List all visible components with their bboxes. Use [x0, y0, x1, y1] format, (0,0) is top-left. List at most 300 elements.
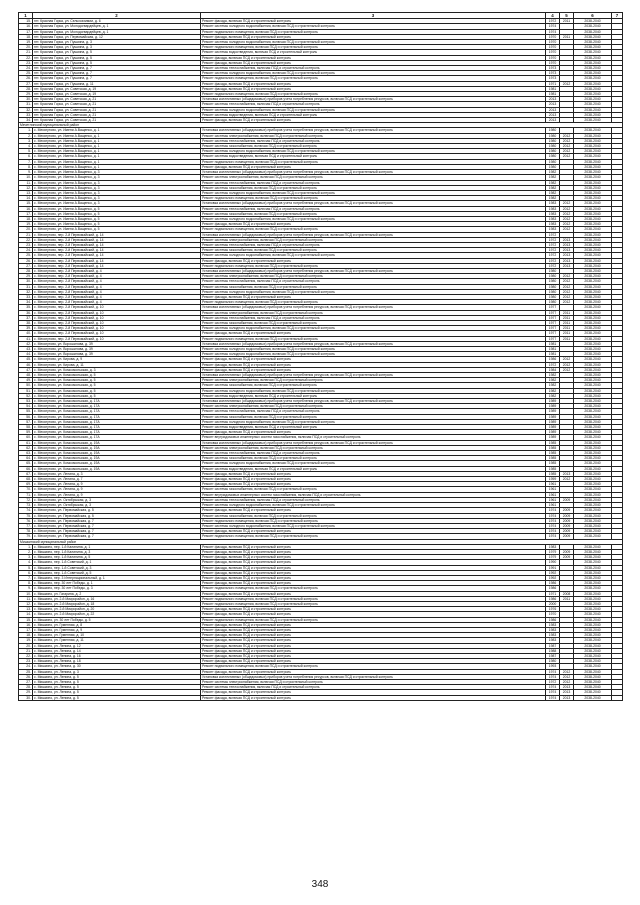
- table-cell: с. Месягутово, ул. Комсомольская, д. 5: [33, 393, 201, 398]
- table-cell: 2012: [560, 138, 574, 143]
- table-cell: 2012: [560, 216, 574, 221]
- table-cell: 2038-2040: [574, 201, 612, 206]
- table-cell: с. Мишкино, ул. Ленина, д. 18: [33, 659, 201, 664]
- table-cell: Ремонт фасада, включая ПСД и строительный контроль: [201, 508, 546, 513]
- table-cell: 9.: [19, 586, 33, 591]
- table-cell: с. Месягутово, ул. Имени А.Ващенко, д. 5: [33, 216, 201, 221]
- table-cell: 1.: [19, 544, 33, 549]
- table-cell: 26.: [19, 76, 33, 81]
- table-cell: 1980: [546, 159, 560, 164]
- table-cell: 24.: [19, 66, 33, 71]
- table-cell: с. Мишкино, пер. 1-й Советский, д. 3: [33, 565, 201, 570]
- table-cell: 2038-2040: [574, 414, 612, 419]
- table-cell: пгт. Красная Горка, ул. Первомайская, д. 12: [33, 34, 201, 39]
- table-cell: 1977: [546, 310, 560, 315]
- table-cell: 9.: [19, 170, 33, 175]
- table-cell: 2009: [560, 518, 574, 523]
- table-cell: 2011: [560, 19, 574, 24]
- table-cell: 25.: [19, 669, 33, 674]
- table-cell: с. Месягутово, ул. Комсомольская, д. 5: [33, 388, 201, 393]
- table-cell: с. Месягутово, ул. Комсомольская, д. 5: [33, 373, 201, 378]
- table-cell: Ремонт фасада, включая ПСД и строительный контроль: [201, 222, 546, 227]
- table-cell: Ремонт системы газоснабжения, включая ПСД и строительный контроль: [201, 383, 546, 388]
- table-cell: 2038-2040: [574, 653, 612, 658]
- table-cell: Ремонт фасада, включая ПСД и строительный контроль: [201, 357, 546, 362]
- table-cell: 2038-2040: [574, 695, 612, 700]
- table-cell: 2038-2040: [574, 320, 612, 325]
- table-cell: 65.: [19, 461, 33, 466]
- table-cell: 43.: [19, 347, 33, 352]
- table-cell: Ремонт системы газоснабжения, включая ПСД и строительный контроль: [201, 284, 546, 289]
- document-page: [18, 12, 622, 701]
- table-cell: Установка коллективных (общедомовых) приборов учета потребления ресурсов, включая ПСД и строительный контроль: [201, 128, 546, 133]
- table-cell: 1986: [546, 596, 560, 601]
- table-cell: Ремонт фасада, включая ПСД и строительный контроль: [201, 34, 546, 39]
- table-cell: 2011: [560, 336, 574, 341]
- table-cell: 2038-2040: [574, 575, 612, 580]
- table-cell: 1982: [546, 170, 560, 175]
- table-cell: 21.: [19, 232, 33, 237]
- table-cell: 2038-2040: [574, 258, 612, 263]
- capital-repair-table: [18, 12, 623, 701]
- table-cell: с. Месягутово, ул. Комсомольская, д. 17А: [33, 414, 201, 419]
- table-cell: 1989: [546, 414, 560, 419]
- table-cell: с. Месягутово, ул. Ворошилова, д. 39: [33, 347, 201, 352]
- table-cell: с. Месягутово, ул. Имени А.Ващенко, д. 1: [33, 154, 201, 159]
- table-cell: 2038-2040: [574, 482, 612, 487]
- table-cell: Ремонт системы газоснабжения, включая ПСД и строительный контроль: [201, 513, 546, 518]
- table-cell: 53.: [19, 399, 33, 404]
- table-cell: 2038-2040: [574, 393, 612, 398]
- table-cell: Ремонт внутридомовых инженерных систем газоснабжения, включая ПСД и строительный контроль: [201, 435, 546, 440]
- table-cell: 1974: [546, 523, 560, 528]
- table-cell: Ремонт подвального помещения, включая ПСД и строительный контроль: [201, 92, 546, 97]
- table-cell: 2009: [560, 523, 574, 528]
- table-cell: 1976: [546, 607, 560, 612]
- table-cell: 1961: [546, 492, 560, 497]
- table-cell: с. Мишкино, пер. 3 Интернациональный, д. 1: [33, 575, 201, 580]
- table-cell: Ремонт системы газоснабжения, включая ПСД и строительный контроль: [201, 456, 546, 461]
- table-cell: 1974: [546, 518, 560, 523]
- table-cell: Ремонт системы теплоснабжения, включая ПСД и строительный контроль: [201, 66, 546, 71]
- table-cell: Ремонт фасада, включая ПСД и строительный контроль: [201, 627, 546, 632]
- table-cell: Ремонт системы газоснабжения, включая ПСД и строительный контроль: [201, 320, 546, 325]
- table-cell: 28.: [19, 685, 33, 690]
- table-cell: с. Мишкино, ул. Ленина, д. 30: [33, 664, 201, 669]
- table-cell: 4.: [19, 560, 33, 565]
- table-cell: Ремонт фасада, включая ПСД и строительный контроль: [201, 60, 546, 65]
- table-cell: с. Месягутово, пер. 2-й Первомайский, д. 14: [33, 258, 201, 263]
- table-cell: 2009: [560, 513, 574, 518]
- table-cell: 20.: [19, 45, 33, 50]
- table-cell: 69.: [19, 482, 33, 487]
- table-cell: с. Месягутово, пер. 2-й Первомайский, д. 14: [33, 253, 201, 258]
- table-cell: 2038-2040: [574, 326, 612, 331]
- table-cell: 1980: [546, 268, 560, 273]
- table-cell: 19.: [19, 222, 33, 227]
- table-cell: 2012: [560, 294, 574, 299]
- table-cell: 2013: [560, 242, 574, 247]
- table-cell: 2038-2040: [574, 373, 612, 378]
- table-cell: 59.: [19, 430, 33, 435]
- table-cell: 2038-2040: [574, 227, 612, 232]
- table-cell: с. Месягутово, ул. Имени А.Ващенко, д. 3: [33, 196, 201, 201]
- table-cell: 72.: [19, 497, 33, 502]
- table-cell: Ремонт системы холодного водоснабжения, включая ПСД и строительный контроль: [201, 71, 546, 76]
- table-cell: Ремонт фасада, включая ПСД и строительный контроль: [201, 648, 546, 653]
- table-cell: пгт. Красная Горка, ул. Пушкина, д. 3: [33, 45, 201, 50]
- table-cell: 2038-2040: [574, 242, 612, 247]
- table-cell: 1988: [546, 648, 560, 653]
- table-cell: 1974: [546, 669, 560, 674]
- table-cell: с. Мишкино, пер. 1-й Советский, д. 5: [33, 570, 201, 575]
- table-cell: с. Месягутово, ул. Имени А.Ващенко, д. 3: [33, 175, 201, 180]
- table-cell: 2013: [560, 253, 574, 258]
- table-cell: 1985: [546, 456, 560, 461]
- table-cell: 46.: [19, 362, 33, 367]
- table-cell: 1982: [546, 378, 560, 383]
- table-cell: с. Месягутово, ул. Кирова, д. 11: [33, 362, 201, 367]
- table-cell: Ремонт подвального помещения, включая ПСД и строительный контроль: [201, 29, 546, 34]
- table-cell: 2012: [560, 357, 574, 362]
- table-cell: Ремонт фасада, включая ПСД и строительный контроль: [201, 669, 546, 674]
- table-cell: 1974: [546, 29, 560, 34]
- table-cell: 20.: [19, 227, 33, 232]
- table-cell: 2038-2040: [574, 669, 612, 674]
- table-cell: пгт. Красная Горка, ул. Пушкина, д. 11: [33, 81, 201, 86]
- table-cell: 1992: [546, 575, 560, 580]
- table-cell: 2012: [560, 284, 574, 289]
- table-cell: 1982: [546, 175, 560, 180]
- table-cell: с. Месягутово, ул. Имени А.Ващенко, д. 1: [33, 128, 201, 133]
- table-cell: 27.: [19, 680, 33, 685]
- table-cell: Ремонт системы холодного водоснабжения, включая ПСД и строительный контроль: [201, 190, 546, 195]
- table-cell: Установка коллективных (общедомовых) приборов учета потребления ресурсов, включая ПСД и строительный контроль: [201, 268, 546, 273]
- table-cell: 2038-2040: [574, 206, 612, 211]
- table-cell: 1979: [546, 555, 560, 560]
- table-cell: Ремонт системы водоотведения, включая ПСД и строительный контроль: [201, 112, 546, 117]
- table-cell: с. Мишкино, ул. Гагарина, д. 2: [33, 591, 201, 596]
- table-cell: с. Месягутово, пер. 2-й Первомайский, д. 10: [33, 310, 201, 315]
- table-cell: с. Месягутово, ул. Первомайская, д. 5: [33, 508, 201, 513]
- table-cell: 67.: [19, 471, 33, 476]
- table-cell: Ремонт системы холодного водоснабжения, включая ПСД и строительный контроль: [201, 352, 546, 357]
- table-cell: Ремонт фасада, включая ПСД и строительный контроль: [201, 471, 546, 476]
- table-cell: 30.: [19, 695, 33, 700]
- table-cell: с. Месягутово, ул. Имени А.Ващенко, д. 3: [33, 190, 201, 195]
- table-cell: Ремонт системы газоснабжения, включая ПСД и строительный контроль: [201, 211, 546, 216]
- table-cell: 6.: [19, 154, 33, 159]
- table-cell: 1980: [546, 138, 560, 143]
- table-cell: 1970: [546, 40, 560, 45]
- table-cell: 2009: [560, 497, 574, 502]
- table-cell: 28.: [19, 86, 33, 91]
- table-cell: 23.: [19, 242, 33, 247]
- table-cell: 2011: [560, 320, 574, 325]
- table-cell: с. Мишкино, ул. Ленина, д. 16: [33, 653, 201, 658]
- table-cell: 5.: [19, 149, 33, 154]
- table-cell: 15.: [19, 201, 33, 206]
- table-cell: 1990: [546, 560, 560, 565]
- table-cell: с. Мишкино, пер. 30 лет Победы, д. 1: [33, 581, 201, 586]
- table-cell: 1979: [546, 549, 560, 554]
- table-cell: Ремонт системы электроснабжения, включая ПСД и строительный контроль: [201, 680, 546, 685]
- table-cell: 2038-2040: [574, 86, 612, 91]
- table-cell: 2012: [560, 222, 574, 227]
- table-cell: 2012: [560, 674, 574, 679]
- table-cell: 2013: [546, 102, 560, 107]
- table-cell: Ремонт подвального помещения, включая ПСД и строительный контроль: [201, 336, 546, 341]
- table-cell: 2038-2040: [574, 315, 612, 320]
- table-cell: 2038-2040: [574, 456, 612, 461]
- table-cell: с. Месягутово, ул. Ленина, д. 9: [33, 492, 201, 497]
- table-cell: 18.: [19, 633, 33, 638]
- table-cell: 2038-2040: [574, 268, 612, 273]
- table-cell: 2038-2040: [574, 523, 612, 528]
- table-cell: Ремонт системы электроснабжения, включая ПСД и строительный контроль: [201, 310, 546, 315]
- table-cell: Ремонт системы холодного водоснабжения, включая ПСД и строительный контроль: [201, 107, 546, 112]
- table-cell: Ремонт фасада, включая ПСД и строительный контроль: [201, 695, 546, 700]
- table-cell: 1983: [546, 633, 560, 638]
- table-cell: 1961: [546, 482, 560, 487]
- table-cell: 2038-2040: [574, 222, 612, 227]
- table-cell: 2038-2040: [574, 529, 612, 534]
- table-cell: 1991: [546, 565, 560, 570]
- table-cell: 21.: [19, 50, 33, 55]
- table-cell: 2012: [560, 477, 574, 482]
- table-cell: 2038-2040: [574, 435, 612, 440]
- table-cell: 1981: [546, 341, 560, 346]
- table-cell: 2038-2040: [574, 19, 612, 24]
- table-cell: 2038-2040: [574, 466, 612, 471]
- table-cell: пгт. Красная Горка, ул. Советская, д. 21: [33, 102, 201, 107]
- table-cell: с. Мишкино, пер. 1-й Калинина, д. 1: [33, 544, 201, 549]
- table-cell: с. Месягутово, ул. Комсомольская, д. 17А: [33, 399, 201, 404]
- table-cell: 2038-2040: [574, 71, 612, 76]
- table-cell: Установка коллективных (общедомовых) приборов учета потребления ресурсов, включая ПСД и строительный контроль: [201, 399, 546, 404]
- table-cell: 49.: [19, 378, 33, 383]
- table-cell: 2038-2040: [574, 497, 612, 502]
- table-cell: 75.: [19, 513, 33, 518]
- table-cell: 1980: [546, 274, 560, 279]
- table-cell: 2038-2040: [574, 638, 612, 643]
- table-cell: 2038-2040: [574, 565, 612, 570]
- table-cell: 2013: [560, 695, 574, 700]
- table-cell: Ремонт системы теплоснабжения, включая ПСД и строительный контроль: [201, 451, 546, 456]
- table-cell: с. Месягутово, ул. Имени А.Ващенко, д. 5: [33, 227, 201, 232]
- table-cell: 1983: [546, 622, 560, 627]
- table-cell: 2012: [560, 133, 574, 138]
- table-cell: с. Месягутово, пер. 2-й Первомайский, д. 10: [33, 336, 201, 341]
- table-cell: 2000: [546, 601, 560, 606]
- table-cell: 31.: [19, 102, 33, 107]
- table-cell: Ремонт подвального помещения, включая ПСД и строительный контроль: [201, 617, 546, 622]
- table-cell: 2008: [560, 591, 574, 596]
- table-cell: Установка коллективных (общедомовых) приборов учета потребления ресурсов, включая ПСД и строительный контроль: [201, 232, 546, 237]
- table-cell: пгт. Красная Горка, ул. Пушкина, д. 7: [33, 66, 201, 71]
- table-cell: с. Мишкино, ул. 2-й Микрорайон, д. 20: [33, 607, 201, 612]
- table-cell: с. Месягутово, ул. Имени А.Ващенко, д. 3: [33, 185, 201, 190]
- table-cell: 16.: [19, 622, 33, 627]
- table-cell: 2013: [546, 118, 560, 123]
- table-cell: Ремонт фасада, включая ПСД и строительный контроль: [201, 55, 546, 60]
- table-cell: Ремонт подвального помещения, включая ПСД и строительный контроль: [201, 664, 546, 669]
- table-cell: с. Месягутово, ул. Имени А.Ващенко, д. 3: [33, 201, 201, 206]
- table-cell: 1961: [546, 487, 560, 492]
- table-cell: Ремонт системы холодного водоснабжения, включая ПСД и строительный контроль: [201, 149, 546, 154]
- table-cell: 2038-2040: [574, 622, 612, 627]
- table-cell: с. Месягутово, ул. Имени А.Ващенко, д. 1: [33, 164, 201, 169]
- table-cell: 2012: [560, 279, 574, 284]
- table-cell: Ремонт фасада, включая ПСД и строительный контроль: [201, 575, 546, 580]
- table-cell: с. Месягутово, ул. Кирова, д. 9: [33, 357, 201, 362]
- table-cell: 2038-2040: [574, 170, 612, 175]
- table-cell: Ремонт подвального помещения, включая ПСД и строительный контроль: [201, 159, 546, 164]
- table-cell: 2038-2040: [574, 357, 612, 362]
- table-cell: 27.: [19, 263, 33, 268]
- table-cell: 21.: [19, 648, 33, 653]
- table-cell: Ремонт внутридомовых инженерных систем газоснабжения, включая ПСД и строительный контроль: [201, 492, 546, 497]
- table-cell: 2012: [560, 300, 574, 305]
- table-cell: с. Месягутово, ул. Комсомольская, д. 19А: [33, 461, 201, 466]
- table-cell: 2038-2040: [574, 128, 612, 133]
- table-cell: 2038-2040: [574, 664, 612, 669]
- table-cell: с. Мишкино, ул. 2-й Микрорайон, д. 16: [33, 596, 201, 601]
- table-cell: 2038-2040: [574, 508, 612, 513]
- table-cell: 1982: [546, 393, 560, 398]
- table-cell: 1974: [546, 513, 560, 518]
- table-cell: 2013: [560, 263, 574, 268]
- table-cell: с. Месягутово, пер. 2-й Первомайский, д. 10: [33, 331, 201, 336]
- table-cell: 5.: [19, 565, 33, 570]
- table-cell: 2038-2040: [574, 29, 612, 34]
- table-cell: 1985: [546, 445, 560, 450]
- table-cell: 2038-2040: [574, 133, 612, 138]
- table-cell: 74.: [19, 508, 33, 513]
- table-cell: 2038-2040: [574, 690, 612, 695]
- table-cell: с. Месягутово, ул. Комсомольская, д. 19А: [33, 466, 201, 471]
- table-cell: 22.: [19, 55, 33, 60]
- table-cell: с. Месягутово, пер. 2-й Первомайский, д. 10: [33, 320, 201, 325]
- table-cell: 1970: [546, 50, 560, 55]
- table-cell: 2038-2040: [574, 185, 612, 190]
- table-cell: Ремонт системы холодного водоснабжения, включая ПСД и строительный контроль: [201, 388, 546, 393]
- table-cell: 1972: [546, 232, 560, 237]
- table-cell: с. Мишкино, пер. 1-й Советский, д. 1: [33, 560, 201, 565]
- table-cell: 2038-2040: [574, 310, 612, 315]
- table-cell: 2038-2040: [574, 352, 612, 357]
- table-cell: Ремонт системы электроснабжения, включая ПСД и строительный контроль: [201, 133, 546, 138]
- table-cell: Ремонт системы холодного водоснабжения, включая ПСД и строительный контроль: [201, 326, 546, 331]
- table-cell: 1973: [546, 71, 560, 76]
- table-cell: 2038-2040: [574, 555, 612, 560]
- table-cell: 2011: [560, 34, 574, 39]
- table-cell: Ремонт системы газоснабжения, включая ПСД и строительный контроль: [201, 144, 546, 149]
- table-cell: с. Мишкино, ул. Ленина, д. 5: [33, 685, 201, 690]
- table-cell: 1989: [546, 404, 560, 409]
- table-cell: 2038-2040: [574, 118, 612, 123]
- table-cell: 45.: [19, 357, 33, 362]
- table-cell: 1983: [546, 638, 560, 643]
- table-cell: с. Месягутово, ул. Имени А.Ващенко, д. 1: [33, 149, 201, 154]
- table-cell: Ремонт фасада, включая ПСД и строительный контроль: [201, 638, 546, 643]
- table-cell: 24.: [19, 248, 33, 253]
- table-cell: 1970: [546, 34, 560, 39]
- table-cell: Установка коллективных (общедомовых) приборов учета потребления ресурсов, включая ПСД и строительный контроль: [201, 201, 546, 206]
- table-cell: 2012: [560, 81, 574, 86]
- table-cell: с. Месягутово, ул. Комсомольская, д. 19А: [33, 456, 201, 461]
- table-cell: с. Мишкино, ул. Ленина, д. 5: [33, 674, 201, 679]
- table-cell: 2038-2040: [574, 112, 612, 117]
- table-cell: 31.: [19, 284, 33, 289]
- table-cell: 1974: [546, 508, 560, 513]
- table-cell: 20.: [19, 643, 33, 648]
- table-cell: 2038-2040: [574, 477, 612, 482]
- table-cell: с. Месягутово, ул. Комсомольская, д. 17А: [33, 425, 201, 430]
- table-cell: 1973: [546, 66, 560, 71]
- table-cell: 33.: [19, 294, 33, 299]
- table-cell: Ремонт подвального помещения, включая ПСД и строительный контроль: [201, 534, 546, 539]
- table-cell: 1989: [546, 430, 560, 435]
- table-cell: Ремонт системы холодного водоснабжения, включая ПСД и строительный контроль: [201, 289, 546, 294]
- table-cell: 2.: [19, 549, 33, 554]
- table-cell: 2038-2040: [574, 607, 612, 612]
- table-cell: 2038-2040: [574, 92, 612, 97]
- table-cell: с. Мишкино, ул. Ленина, д. 5: [33, 680, 201, 685]
- table-cell: Ремонт системы теплоснабжения, включая ПСД и строительный контроль: [201, 206, 546, 211]
- table-cell: 8.: [19, 164, 33, 169]
- table-cell: 3.: [19, 555, 33, 560]
- table-cell: 18.: [19, 216, 33, 221]
- table-cell: с. Мишкино, ул. Ленина, д. 5: [33, 695, 201, 700]
- table-cell: 2.: [19, 133, 33, 138]
- table-cell: 1974: [546, 690, 560, 695]
- table-cell: Ремонт системы холодного водоснабжения, включая ПСД и строительный контроль: [201, 503, 546, 508]
- table-cell: 1985: [546, 440, 560, 445]
- table-cell: Ремонт системы газоснабжения, включая ПСД и строительный контроль: [201, 185, 546, 190]
- table-cell: 1986: [546, 617, 560, 622]
- table-cell: Мишкинский муниципальный район: [19, 539, 623, 544]
- table-cell: пгт. Красная Горка, ул. Советская, д. 21: [33, 112, 201, 117]
- table-cell: 1981: [546, 352, 560, 357]
- table-cell: 30.: [19, 97, 33, 102]
- table-cell: 1983: [546, 216, 560, 221]
- table-cell: с. Месягутово, ул. Комсомольская, д. 17А: [33, 430, 201, 435]
- table-cell: Ремонт фасада, включая ПСД и строительный контроль: [201, 477, 546, 482]
- table-cell: 29.: [19, 92, 33, 97]
- table-cell: 1980: [546, 154, 560, 159]
- table-cell: 51.: [19, 388, 33, 393]
- table-cell: Ремонт системы холодного водоснабжения, включая ПСД и строительный контроль: [201, 216, 546, 221]
- table-cell: 25.: [19, 253, 33, 258]
- table-cell: Ремонт фасада, включая ПСД и строительный контроль: [201, 482, 546, 487]
- table-cell: с. Месягутово, пер. 2-й Первомайский, д. 4: [33, 268, 201, 273]
- table-cell: с. Месягутово, ул. Первомайская, д. 5: [33, 513, 201, 518]
- table-cell: с. Месягутово, ул. Ворошилова, д. 39: [33, 352, 201, 357]
- table-cell: 39.: [19, 326, 33, 331]
- table-cell: 57.: [19, 419, 33, 424]
- table-cell: с. Месягутово, ул. Комсомольская, д. 17А: [33, 404, 201, 409]
- table-cell: Ремонт системы водоотведения, включая ПСД и строительный контроль: [201, 393, 546, 398]
- table-cell: с. Месягутово, пер. 2-й Первомайский, д. 14: [33, 237, 201, 242]
- table-cell: 1982: [546, 185, 560, 190]
- table-cell: 2038-2040: [574, 409, 612, 414]
- table-cell: 1983: [546, 201, 560, 206]
- table-cell: 1980: [546, 289, 560, 294]
- table-cell: Ремонт фасада, включая ПСД и строительный контроль: [201, 555, 546, 560]
- table-cell: Ремонт системы теплоснабжения, включая ПСД и строительный контроль: [201, 138, 546, 143]
- table-cell: с. Месягутово, ул. Комсомольская, д. 19А: [33, 445, 201, 450]
